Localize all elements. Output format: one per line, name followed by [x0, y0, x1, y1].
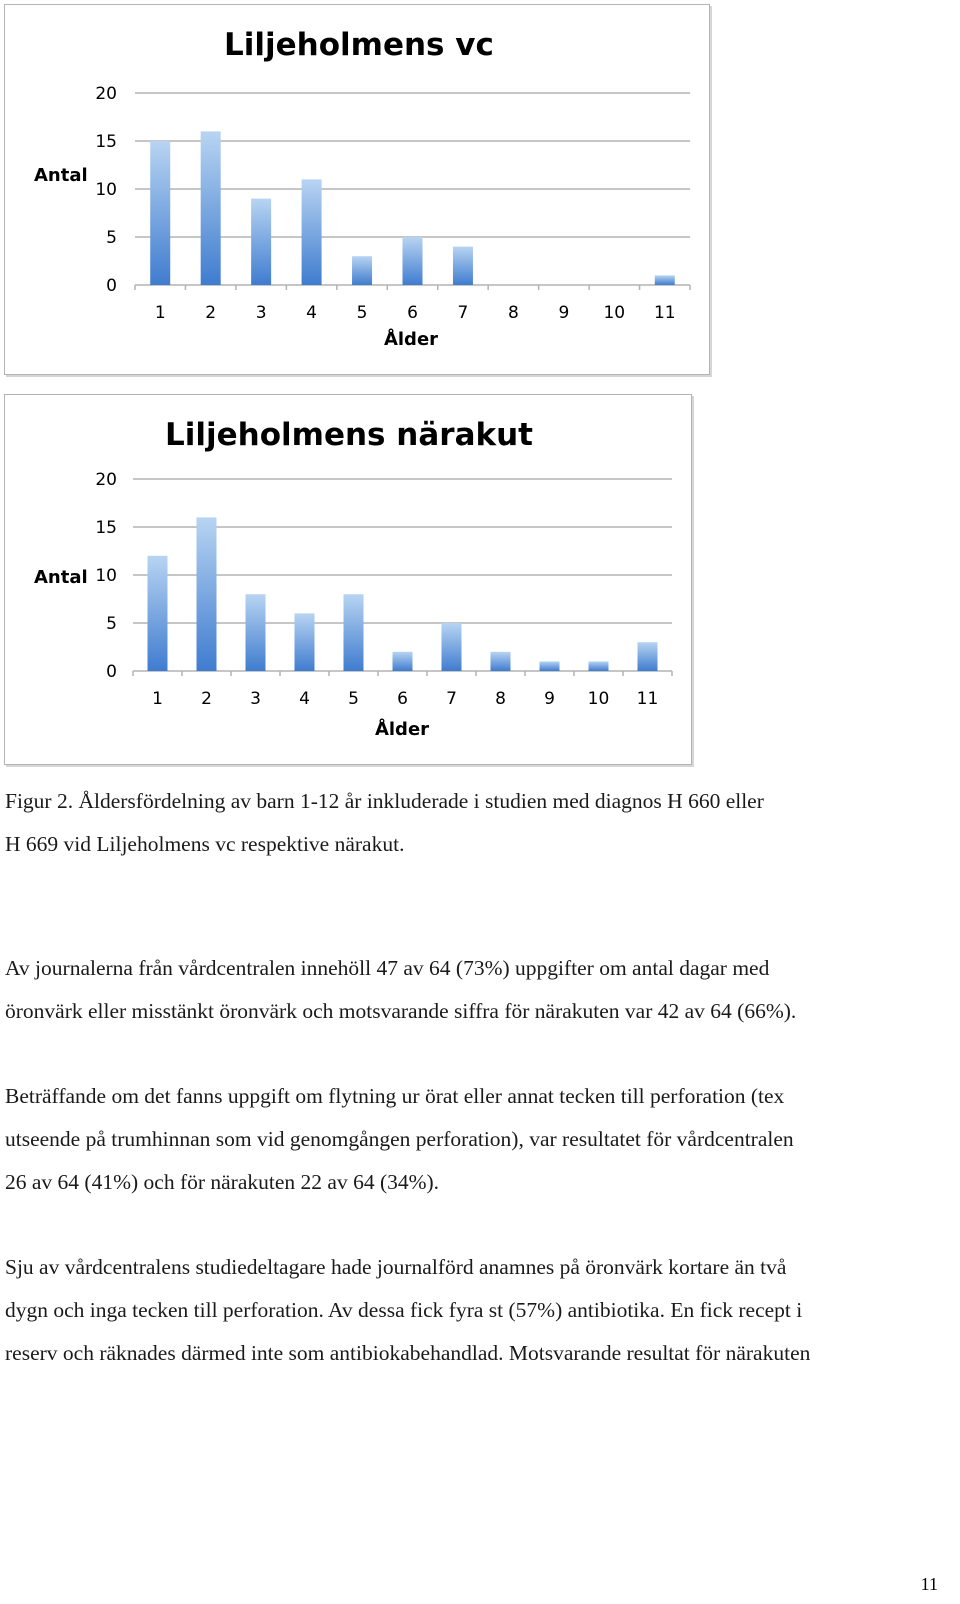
y-tick-label: 5 [106, 228, 117, 248]
chart-title: Liljeholmens närakut [165, 417, 533, 453]
x-tick-label: 8 [495, 689, 506, 709]
page-number: 11 [920, 1574, 938, 1594]
paragraph-line: Beträffande om det fanns uppgift om flytning ur örat eller annat tecken till perforation (tex [5, 1084, 785, 1108]
paragraph [5, 947, 955, 1033]
bar-age-2 [197, 517, 217, 671]
chart-svg [5, 395, 691, 764]
x-axis-title: Ålder [383, 329, 439, 350]
y-tick-labels [95, 470, 117, 682]
bar-age-3 [246, 594, 266, 671]
bar-age-11 [638, 642, 658, 671]
x-tick-label: 1 [154, 303, 166, 323]
x-tick-label: 6 [397, 689, 408, 709]
bar-age-10 [589, 661, 609, 671]
y-tick-label: 10 [95, 180, 117, 200]
x-tick-label: 5 [348, 689, 359, 709]
bar-age-8 [491, 652, 511, 671]
figure-caption [5, 780, 955, 866]
y-tick-label: 0 [106, 662, 117, 682]
bar-age-3 [251, 199, 271, 285]
paragraph-line: utseende på trumhinnan som vid genomgången perforation), var resultatet för vårdcentralen [5, 1127, 794, 1151]
caption-line: H 669 vid Liljeholmens vc respektive närakut. [5, 832, 405, 856]
x-tick-label: 7 [457, 303, 469, 323]
x-tick-label: 6 [407, 303, 418, 323]
bar-age-1 [150, 141, 170, 285]
x-tick-label: 10 [603, 303, 626, 323]
chart-liljeholmens-vc [4, 4, 710, 375]
y-tick-label: 20 [95, 470, 117, 490]
x-axis-title: Ålder [374, 719, 430, 740]
y-tick-label: 15 [95, 132, 117, 152]
paragraph-line: öronvärk eller misstänkt öronvärk och motsvarande siffra för närakuten var 42 av 64 (66%). [5, 999, 797, 1023]
bars [150, 131, 675, 285]
chart-liljeholmens-narakut [4, 394, 692, 765]
x-tick-label: 8 [507, 303, 519, 323]
bars [148, 517, 658, 671]
bar-age-5 [352, 256, 372, 285]
bar-age-7 [442, 623, 462, 671]
paragraph-line: dygn och inga tecken till perforation. Av dessa fick fyra st (57%) antibiotika. En fick recept i [5, 1298, 803, 1322]
paragraph-line: Av journalerna från vårdcentralen innehöll 47 av 64 (73%) uppgifter om antal dagar med [5, 956, 770, 980]
x-tick-label: 3 [255, 303, 267, 323]
bar-age-5 [344, 594, 364, 671]
x-tick-label: 9 [558, 303, 570, 323]
bar-age-6 [393, 652, 413, 671]
paragraph-line: Sju av vårdcentralens studiedeltagare hade journalförd anamnes på öronvärk kortare än två [5, 1255, 787, 1279]
x-tick-label: 5 [356, 303, 368, 323]
bar-age-1 [148, 556, 168, 671]
x-tick-label: 3 [250, 689, 261, 709]
bar-age-11 [655, 275, 675, 285]
paragraph [5, 1246, 955, 1375]
chart-svg [5, 5, 709, 374]
bar-age-4 [295, 613, 315, 671]
bar-age-9 [540, 661, 560, 671]
x-tick-label: 7 [446, 689, 457, 709]
bar-age-6 [403, 237, 423, 285]
x-tick-label: 11 [636, 689, 659, 709]
y-axis-title: Antal [34, 165, 88, 186]
x-tick-label: 11 [653, 303, 676, 323]
x-tick-label: 9 [544, 689, 555, 709]
bar-age-7 [453, 247, 473, 285]
x-tick-label: 2 [205, 303, 217, 323]
y-tick-labels [95, 84, 117, 296]
y-axis-title: Antal [34, 567, 88, 588]
paragraph [5, 1075, 955, 1204]
paragraph-line: 26 av 64 (41%) och för närakuten 22 av 64 (34%). [5, 1170, 440, 1194]
x-tick-labels [155, 303, 676, 323]
x-tick-label: 10 [587, 689, 610, 709]
x-tick-labels [152, 689, 658, 709]
x-tick-label: 1 [152, 689, 163, 709]
caption-line: Figur 2. Åldersfördelning av barn 1-12 år inkluderade i studien med diagnos H 660 eller [5, 789, 764, 813]
x-tick-label: 4 [299, 689, 310, 709]
x-tick-label: 4 [306, 303, 318, 323]
y-tick-label: 15 [95, 518, 117, 538]
y-tick-label: 10 [95, 566, 117, 586]
bar-age-4 [302, 179, 322, 285]
y-tick-label: 20 [95, 84, 117, 104]
chart-title: Liljeholmens vc [224, 27, 494, 63]
bar-age-2 [201, 131, 221, 285]
paragraph-line: reserv och räknades därmed inte som antibiokabehandlad. Motsvarande resultat för närakuten [5, 1341, 811, 1365]
y-tick-label: 5 [106, 614, 117, 634]
y-tick-label: 0 [106, 276, 117, 296]
x-tick-label: 2 [201, 689, 212, 709]
